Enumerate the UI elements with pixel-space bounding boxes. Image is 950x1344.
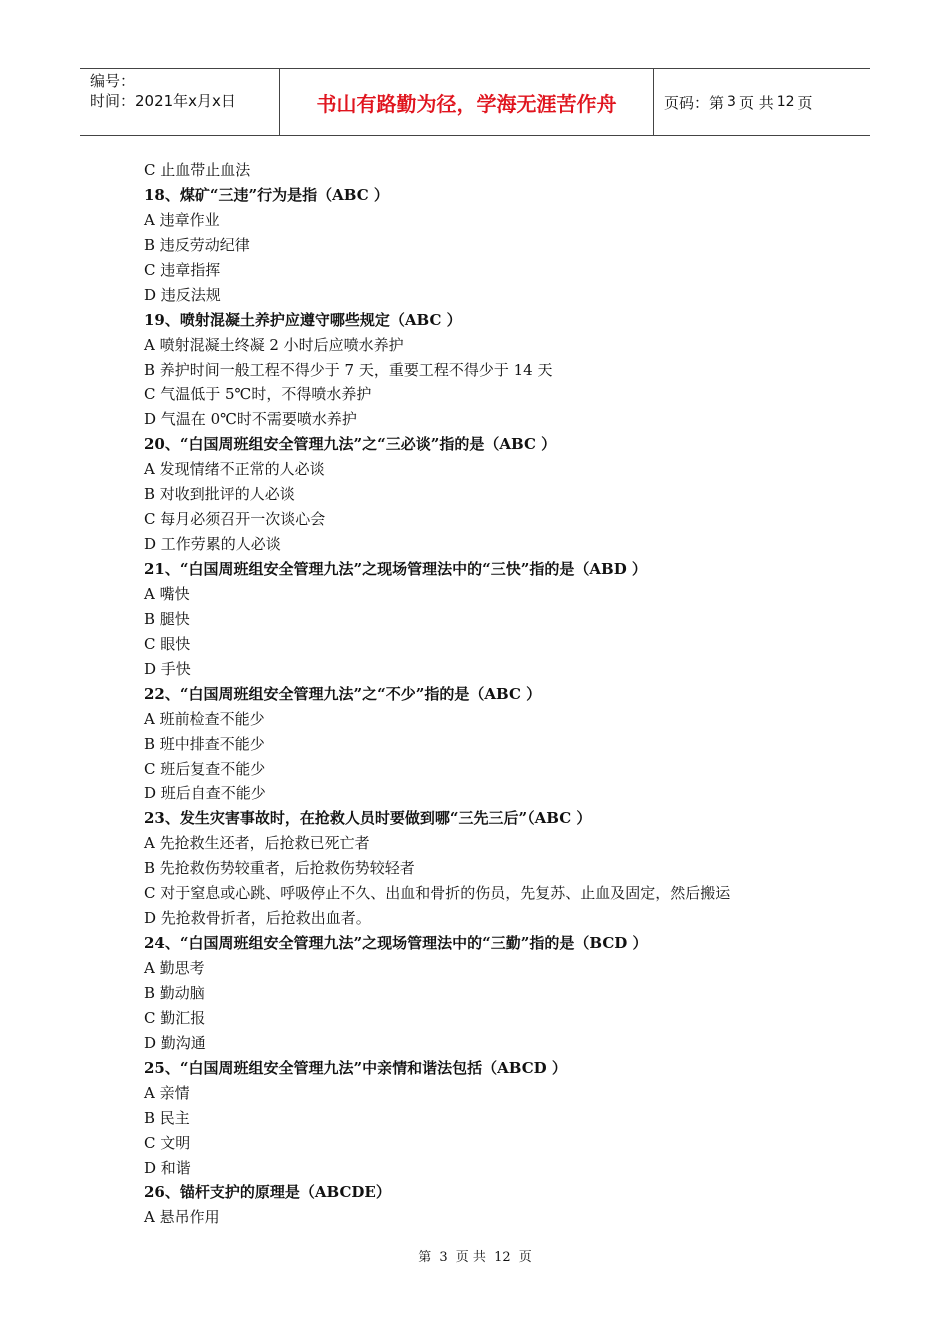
- answer-option: C 每月必须召开一次谈心会: [144, 510, 326, 529]
- footer-page-total: 12: [494, 1250, 511, 1265]
- footer-mid: 页 共: [455, 1250, 486, 1265]
- answer-option: C 勤汇报: [144, 1008, 206, 1027]
- answer-option: D 违反法规: [144, 285, 221, 304]
- header-meta: [80, 69, 280, 135]
- answer-option: B 养护时间一般工程不得少于 7 天，重要工程不得少于 14 天: [144, 360, 553, 379]
- document-number-label: 编号：: [90, 72, 136, 90]
- answer-option: A 悬吊作用: [144, 1208, 220, 1227]
- question-heading: 19、喷射混凝土养护应遵守哪些规定（ABC ）: [144, 310, 462, 329]
- footer-page-current: 3: [439, 1250, 448, 1265]
- footer-suffix: 页: [518, 1250, 532, 1265]
- answer-option: D 勤沟通: [144, 1033, 206, 1052]
- answer-option: D 先抢救骨折者，后抢救出血者。: [144, 909, 371, 928]
- question-heading: 24、“白国周班组安全管理九法”之现场管理法中的“三勤”指的是（BCD ）: [144, 934, 648, 953]
- answer-option: A 嘴快: [144, 584, 190, 603]
- question-heading: 18、煤矿“三违”行为是指（ABC ）: [144, 185, 389, 204]
- answer-option: B 民主: [144, 1108, 190, 1127]
- answer-option: A 违章作业: [144, 210, 220, 229]
- question-heading: 20、“白国周班组安全管理九法”之“三必谈”指的是（ABC ）: [144, 435, 557, 454]
- question-heading: 26、锚杆支护的原理是（ABCDE）: [144, 1183, 391, 1202]
- answer-option: D 气温在 0℃时不需要喷水养护: [144, 410, 357, 429]
- answer-option: D 和谐: [144, 1158, 191, 1177]
- question-heading: 22、“白国周班组安全管理九法”之“不少”指的是（ABC ）: [144, 684, 542, 703]
- header-page-total: 12: [776, 94, 795, 110]
- page-header: [80, 68, 870, 136]
- answer-option: C 文明: [144, 1133, 191, 1152]
- answer-option: A 班前检查不能少: [144, 709, 265, 728]
- answer-option: D 班后自查不能少: [144, 784, 266, 803]
- answer-option: B 对收到批评的人必谈: [144, 485, 295, 504]
- header-page-indicator: [654, 69, 870, 135]
- answer-option: C 气温低于 5℃时，不得喷水养护: [144, 385, 372, 404]
- answer-option: C 班后复查不能少: [144, 759, 266, 778]
- answer-option: A 发现情绪不正常的人必谈: [144, 460, 325, 479]
- header-motto: 书山有路勤为径，学海无涯苦作舟: [280, 69, 654, 135]
- answer-option: A 勤思考: [144, 959, 205, 977]
- answer-option: C 眼快: [144, 634, 191, 653]
- answer-option: A 喷射混凝土终凝 2 小时后应喷水养护: [144, 335, 404, 354]
- question-heading: 25、“白国周班组安全管理九法”中亲情和谐法包括（ABCD ）: [144, 1058, 567, 1077]
- answer-option: B 违反劳动纪律: [144, 235, 250, 254]
- header-page-mid: 页 共: [738, 93, 774, 112]
- document-time-label: 时间：2021年x月x日: [90, 92, 236, 110]
- answer-option: C 对于窒息或心跳、呼吸停止不久、出血和骨折的伤员，先复苏、止血及固定，然后搬运: [144, 884, 731, 903]
- header-page-current: 3: [727, 94, 736, 110]
- document-body: [144, 158, 844, 1230]
- answer-option: A 先抢救生还者，后抢救已死亡者: [144, 834, 370, 853]
- answer-option: A 亲情: [144, 1083, 190, 1102]
- header-page-suffix: 页: [797, 93, 813, 112]
- footer-prefix: 第: [418, 1250, 432, 1265]
- page-footer: [0, 1246, 950, 1265]
- header-page-prefix: 页码：第: [664, 93, 725, 112]
- answer-option: C 违章指挥: [144, 260, 221, 279]
- answer-option: D 手快: [144, 659, 191, 678]
- question-heading: 23、发生灾害事故时，在抢救人员时要做到哪“三先三后”（ABC ）: [144, 809, 592, 828]
- answer-option: C 止血带止血法: [144, 161, 251, 179]
- answer-option: D 工作劳累的人必谈: [144, 535, 281, 554]
- question-heading: 21、“白国周班组安全管理九法”之现场管理法中的“三快”指的是（ABD ）: [144, 560, 647, 578]
- answer-option: B 班中排查不能少: [144, 734, 265, 753]
- answer-option: B 先抢救伤势较重者，后抢救伤势较轻者: [144, 859, 415, 878]
- answer-option: B 勤动脑: [144, 983, 205, 1002]
- answer-option: B 腿快: [144, 609, 190, 628]
